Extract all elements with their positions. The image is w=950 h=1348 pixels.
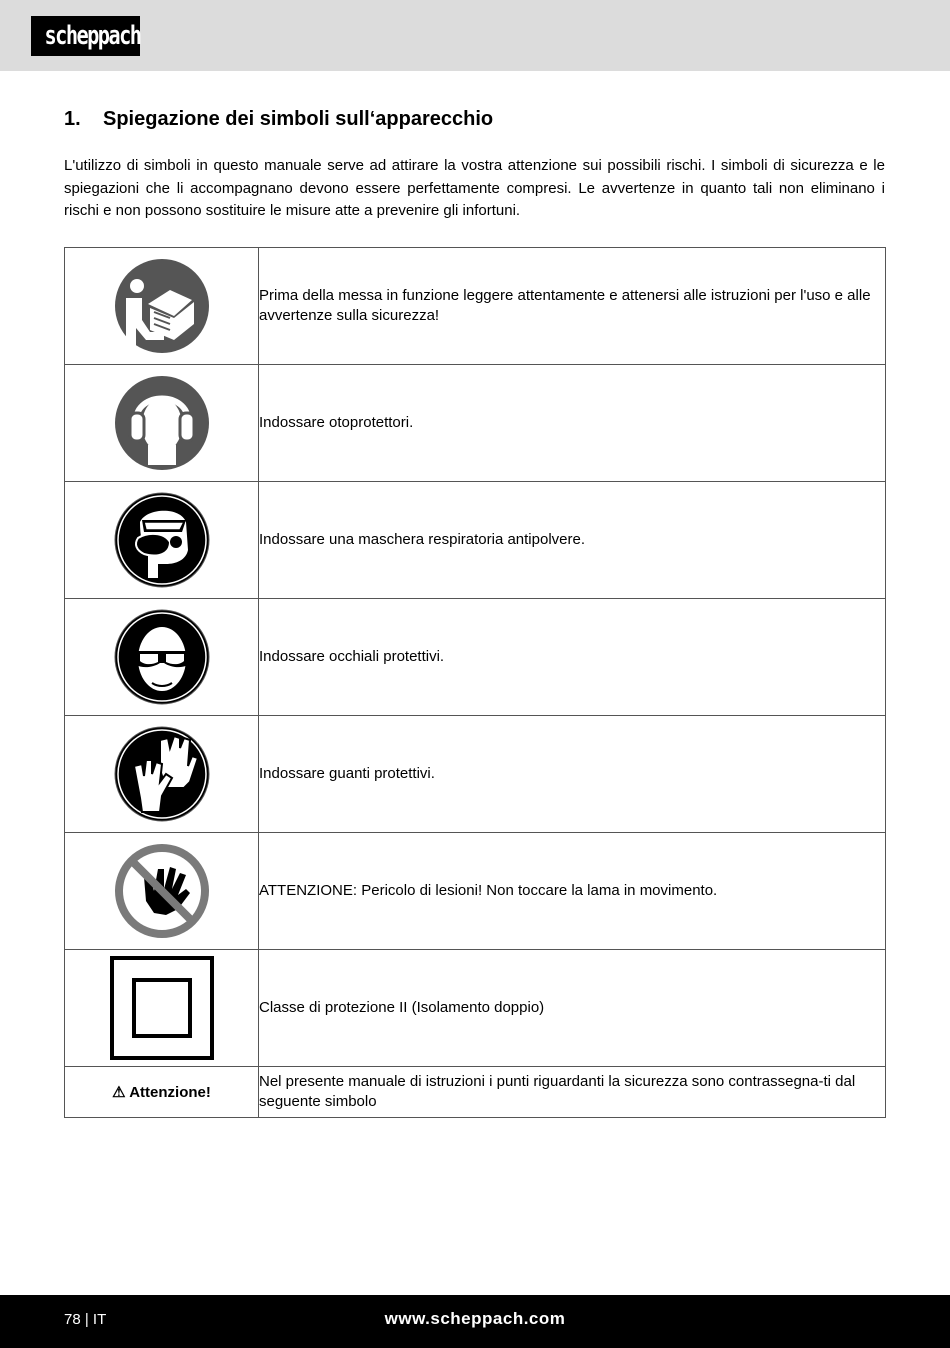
- icon-cell: [65, 365, 259, 482]
- protective-gloves-icon: [114, 726, 210, 822]
- no-touch-hand-icon: [114, 843, 210, 939]
- double-insulation-icon: [110, 956, 214, 1060]
- symbol-description: Classe di protezione II (Isolamento doppio): [259, 950, 886, 1067]
- table-row: [65, 482, 886, 599]
- table-row: [65, 365, 886, 482]
- attention-label: ⚠ Attenzione!: [112, 1083, 211, 1101]
- page-number: 78 | IT: [64, 1311, 107, 1328]
- symbol-description: Indossare otoprotettori.: [259, 365, 886, 482]
- section-title: [64, 108, 493, 131]
- footer-bar: [0, 1295, 950, 1348]
- icon-cell: [65, 482, 259, 599]
- table-row: [65, 1067, 886, 1118]
- symbols-table: [64, 247, 886, 1118]
- intro-paragraph: L'utilizzo di simboli in questo manuale serve ad attirare la vostra attenzione sui possibili rischi. I simboli di sicurezza e le spiegazioni che li accompagnano devono essere perfettamente compresi. Le avvertenze in quanto tali non eliminano i rischi e non possono sostituire le misure atte a prevenire gli infortuni.: [64, 157, 885, 219]
- symbol-description: ATTENZIONE: Pericolo di lesioni! Non toccare la lama in movimento.: [259, 833, 886, 950]
- icon-cell: [65, 716, 259, 833]
- icon-cell: [65, 248, 259, 365]
- table-row: [65, 248, 886, 365]
- table-row: [65, 599, 886, 716]
- section-title-text: Spiegazione dei simboli sull‘apparecchio: [103, 108, 494, 130]
- website-link[interactable]: www.scheppach.com: [384, 1309, 566, 1328]
- table-row: [65, 950, 886, 1067]
- symbol-description: Prima della messa in funzione leggere attentamente e attenersi alle istruzioni per l'uso e alle avvertenze sulla sicurezza!: [259, 248, 886, 365]
- symbol-description: Indossare guanti protettivi.: [259, 716, 886, 833]
- table-row: [65, 716, 886, 833]
- respirator-mask-icon: [114, 492, 210, 588]
- symbol-description: Indossare una maschera respiratoria antipolvere.: [259, 482, 886, 599]
- table-row: [65, 833, 886, 950]
- section-number: 1.: [64, 108, 81, 130]
- symbol-description: Indossare occhiali protettivi.: [259, 599, 886, 716]
- icon-cell: [65, 833, 259, 950]
- icon-cell: [65, 599, 259, 716]
- icon-cell: [65, 950, 259, 1067]
- safety-goggles-icon: [114, 609, 210, 705]
- attention-cell: [65, 1067, 259, 1118]
- read-manual-icon: [114, 258, 210, 354]
- header-bar: [0, 0, 950, 71]
- attention-description: Nel presente manuale di istruzioni i punti riguardanti la sicurezza sono contrassegna-ti dal seguente simbolo: [259, 1067, 886, 1118]
- scheppach-logo: scheppach: [31, 16, 140, 56]
- ear-protection-icon: [114, 375, 210, 471]
